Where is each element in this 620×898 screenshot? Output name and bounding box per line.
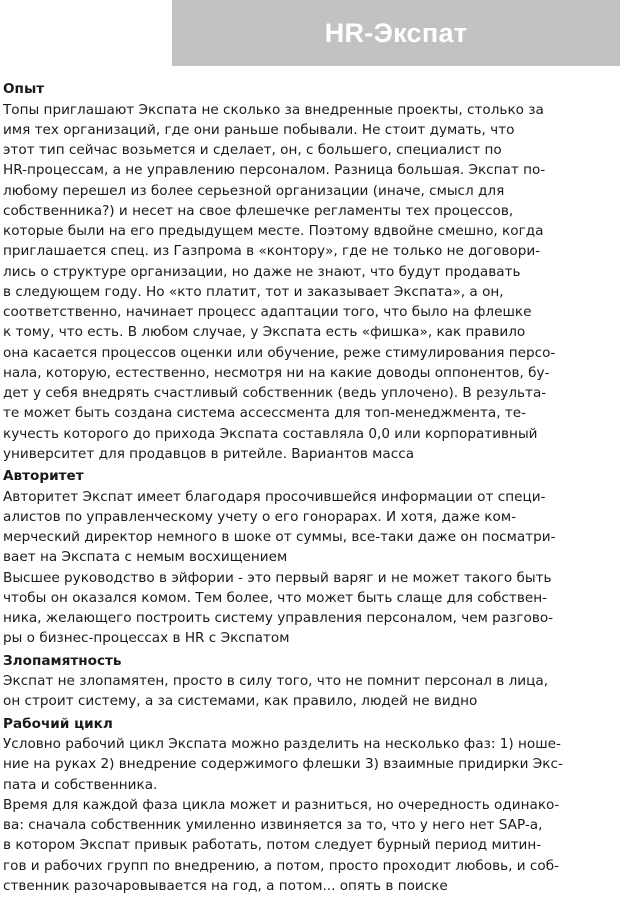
paragraph-line: чтобы он оказался комом. Тем более, что может быть слаще для собствен- — [3, 589, 547, 606]
article-body — [3, 79, 615, 898]
paragraph-line: вает на Экспата с немым восхищением — [3, 549, 288, 566]
paragraph-line: кучесть которого до прихода Экспата составляла 0,0 или корпоративный — [3, 425, 538, 442]
section-0 — [3, 79, 615, 464]
paragraph-line: имя тех организаций, где они раньше побывали. Не стоит думать, что — [3, 121, 515, 138]
paragraph-line: любому перешел из более серьезной организации (иначе, смысл для — [3, 182, 505, 199]
paragraph-line: к тому, что есть. В любом случае, у Экспата есть «фишка», как правило — [3, 324, 526, 341]
paragraph-line: гов и рабочих групп по внедрению, а потом, просто проходит любовь, и соб- — [3, 857, 559, 874]
paragraph-line: дет у себя внедрять счастливый собственник (ведь уплочено). В результа- — [3, 385, 547, 401]
paragraph-line: собственника?) и несет на свое флешечке регламенты тех процессов, — [3, 202, 514, 219]
section-1 — [3, 466, 615, 649]
paragraph-line: лись о структуре организации, но даже не знают, что будут продавать — [3, 263, 521, 280]
paragraph-line: Топы приглашают Экспата не сколько за внедренные проекты, столько за — [3, 101, 544, 118]
page-title: HR-Экспат — [324, 18, 468, 48]
section-3 — [3, 714, 615, 897]
paragraph-line: университет для продавцов в ритейле. Вариантов масса — [3, 445, 415, 462]
paragraph-line: приглашается спец. из Газпрома в «контору», где не только не договори- — [3, 243, 541, 260]
paragraph-line: она касается процессов оценки или обучение, реже стимулирования персо- — [3, 344, 556, 361]
section-heading: Злопамятность — [3, 652, 122, 669]
paragraph-line: в котором Экспат привык работать, потом следует бурный период митин- — [3, 837, 542, 854]
paragraph-line: этот тип сейчас возьмется и сделает, он, с большего, специалист по — [3, 142, 502, 158]
paragraph-line: мерческий директор немного в шоке от суммы, все-таки даже он посматри- — [3, 529, 556, 545]
paragraph-line: в следующем году. Но «кто платит, тот и заказывает Экспата», а он, — [3, 283, 504, 300]
paragraph-line: которые были на его предыдущем месте. Поэтому вдвойне смешно, когда — [3, 223, 544, 239]
paragraph-line: ника, желающего построить систему управления персоналом, чем разгово- — [3, 610, 554, 626]
paragraph-line: Высшее руководство в эйфории - это первый варяг и не может такого быть — [3, 569, 552, 586]
paragraph-line: Экспат не злопамятен, просто в силу того, что не помнит персонал в лица, — [3, 673, 549, 689]
section-heading: Опыт — [3, 81, 45, 97]
paragraph-line: ственник разочаровывается на год, а потом... опять в поиске — [3, 877, 448, 894]
paragraph-line: нала, которую, естественно, несмотря ни на какие доводы оппонентов, бу- — [3, 364, 550, 381]
paragraph-line: Время для каждой фаза цикла может и разниться, но очередность одинако- — [3, 796, 560, 813]
paragraph-line: он строит систему, а за системами, как правило, людей не видно — [3, 693, 478, 710]
paragraph-line: алистов по управленческому учету о его гонорарах. И хотя, даже ком- — [3, 508, 516, 525]
paragraph-line: ры о бизнес-процессах в HR с Экспатом — [3, 630, 290, 647]
paragraph-line: пата и собственника. — [3, 776, 158, 793]
paragraph-line: ние на руках 2) внедрение содержимого флешки 3) взаимные придирки Экс- — [3, 756, 563, 773]
paragraph-line: HR-процессам, а не управлению персоналом. Разница большая. Экспат по- — [3, 162, 546, 179]
paragraph-line: соответственно, начинает процесс адаптации того, что было на флешке — [3, 304, 532, 320]
section-2 — [3, 651, 615, 712]
paragraph-line: Авторитет Экспат имеет благодаря просочившейся информации от специ- — [3, 488, 546, 505]
section-heading: Авторитет — [3, 468, 84, 484]
paragraph-line: те может быть создана система ассессмента для топ-менеджмента, те- — [3, 405, 527, 422]
paragraph-line: ва: сначала собственник умиленно извиняется за то, что у него нет SAP-а, — [3, 817, 543, 833]
section-heading: Рабочий цикл — [3, 715, 113, 732]
paragraph-line: Условно рабочий цикл Экспата можно разделить на несколько фаз: 1) ноше- — [3, 736, 561, 752]
